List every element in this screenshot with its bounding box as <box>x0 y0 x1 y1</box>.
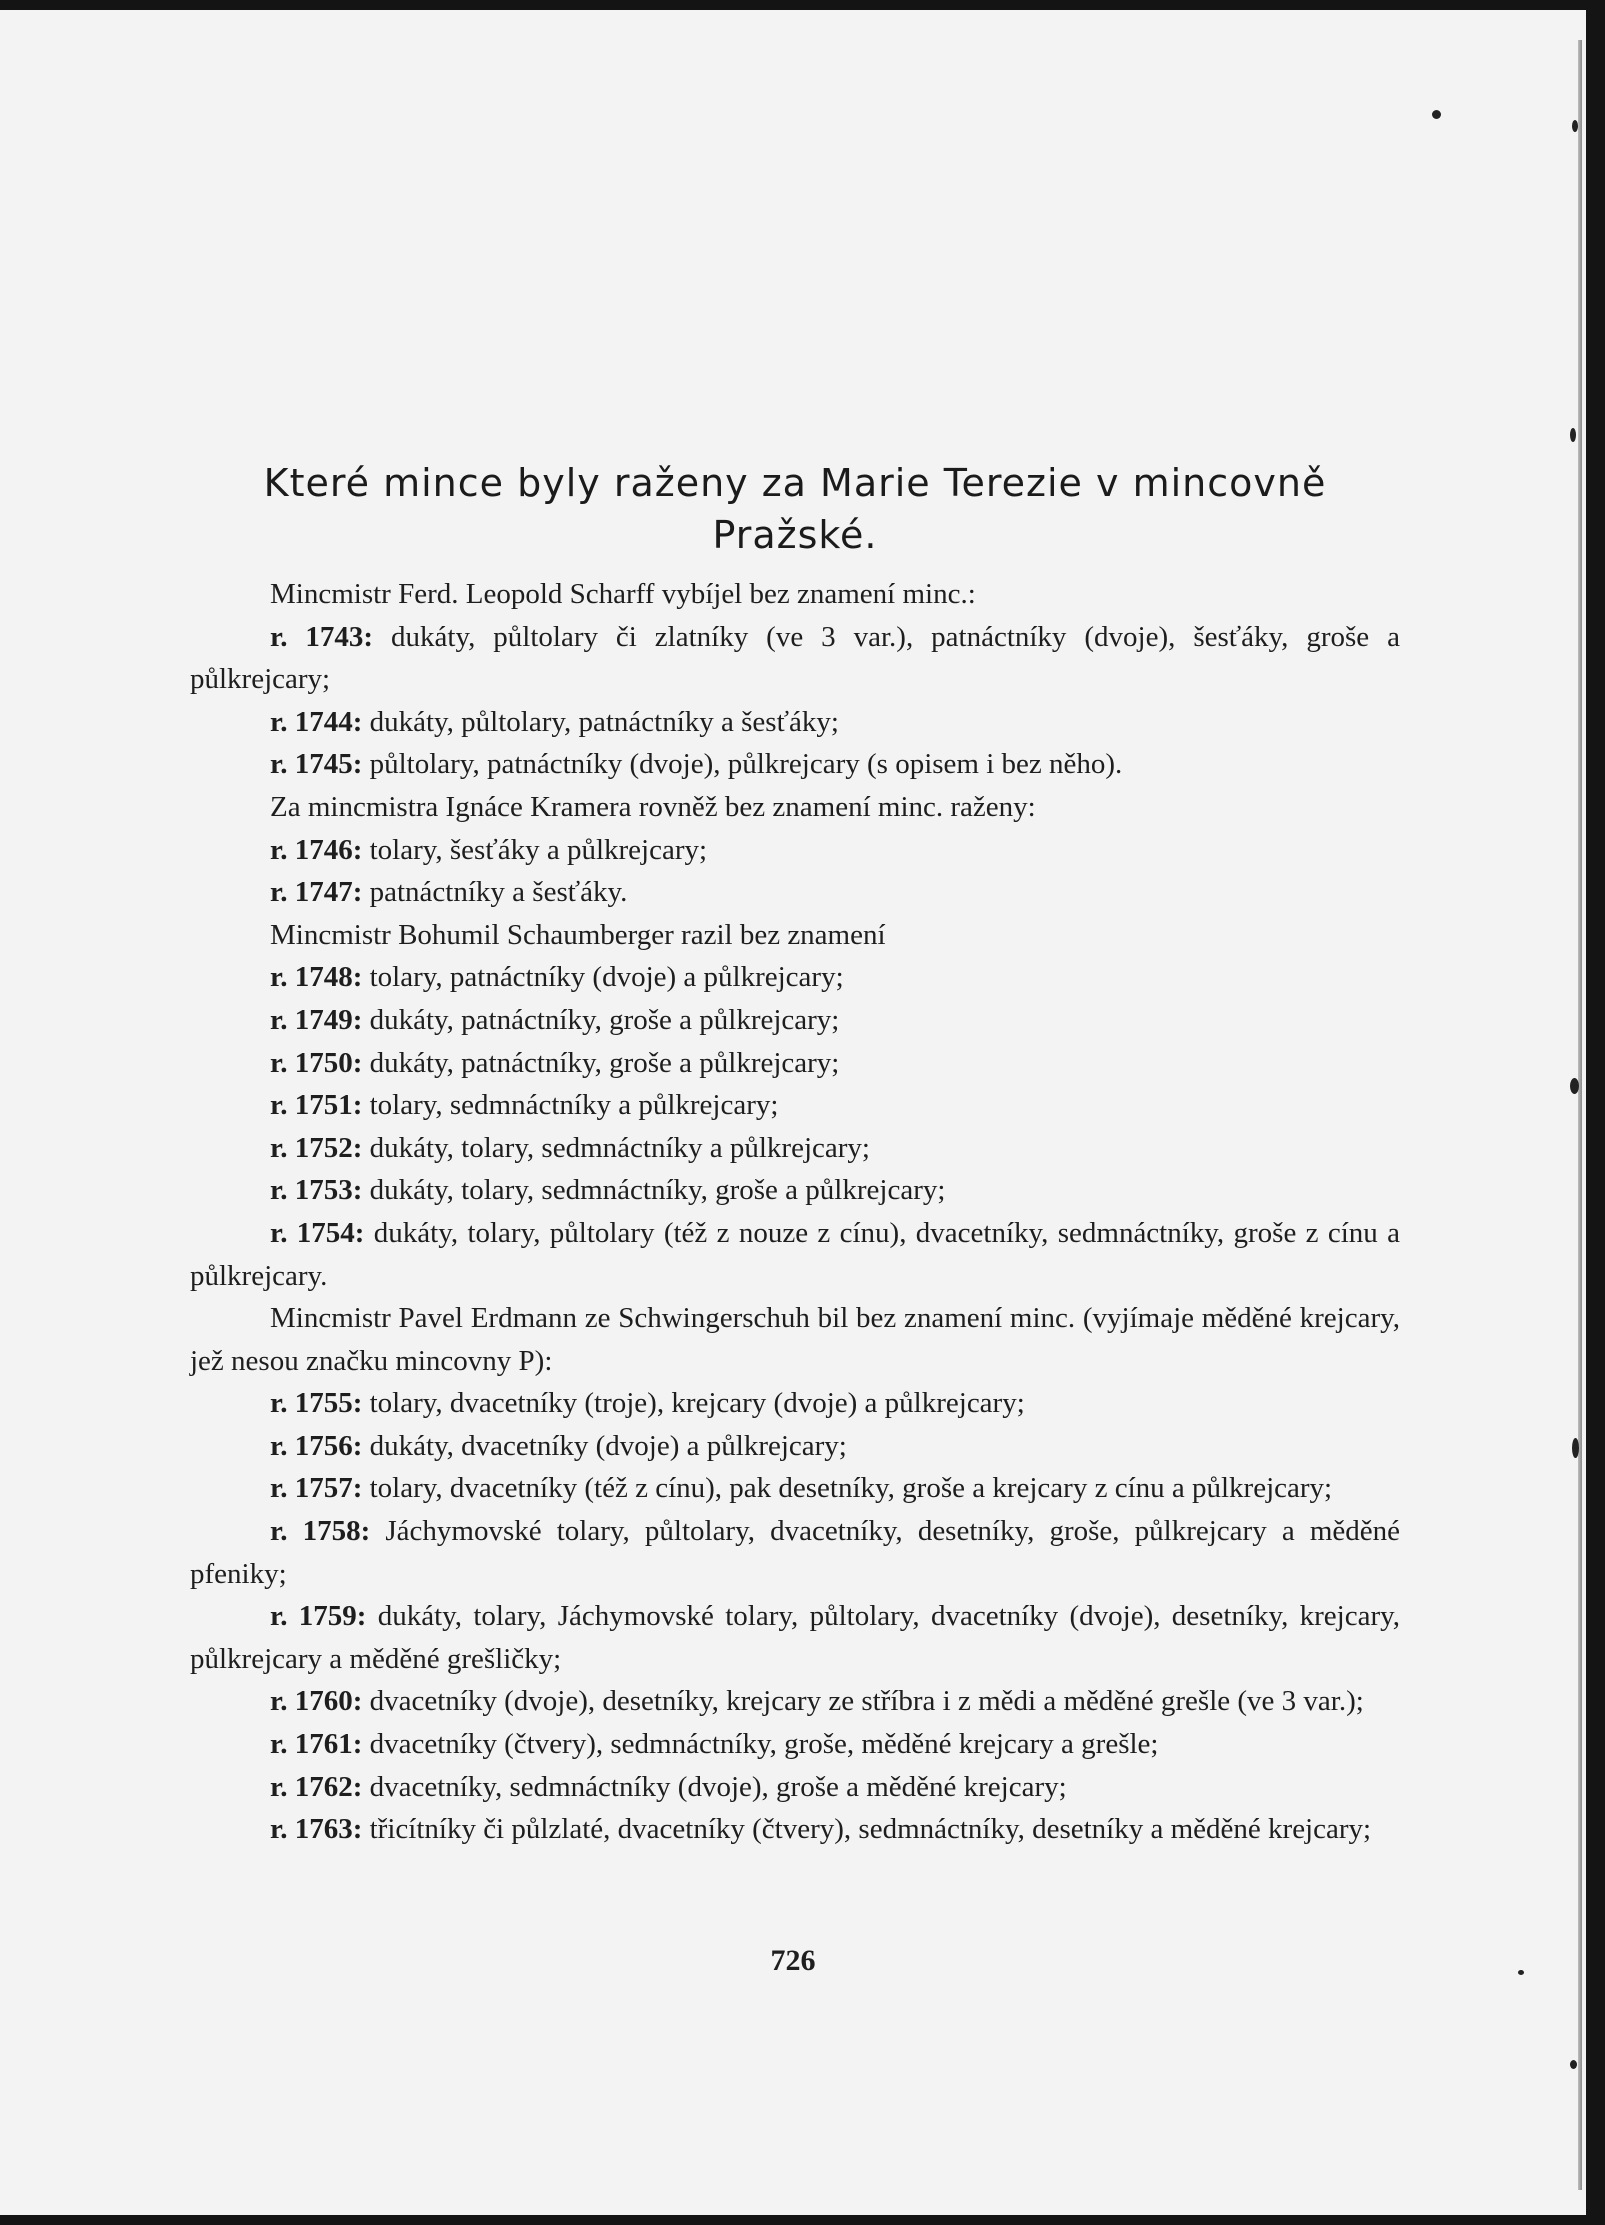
paragraph <box>190 1042 1400 1085</box>
scan-speck <box>1570 2060 1577 2069</box>
paragraph-text: třicítníky či půlzlaté, dvacetníky (čtvery), sedmnáctníky, desetníky a měděné krejcary; <box>362 1813 1372 1846</box>
year-label: r. 1758: <box>270 1515 371 1548</box>
year-label: r. 1761: <box>270 1728 363 1761</box>
paragraph <box>190 871 1400 914</box>
title-line-1: Které mince byly raženy za Marie Terezie v mincovně <box>263 461 1327 505</box>
year-label: r. 1757: <box>270 1472 363 1505</box>
paragraph-text: dukáty, patnáctníky, groše a půlkrejcary; <box>362 1003 840 1036</box>
year-label: r. 1748: <box>270 961 363 994</box>
paragraph-text: dukáty, tolary, Jáchymovské tolary, půltolary, dvacetníky (dvoje), desetníky, krejcary, půlkrejcary a měděné grešličky; <box>190 1600 1400 1675</box>
paragraph <box>190 743 1400 786</box>
paragraph <box>190 1212 1400 1297</box>
paragraph-text: dukáty, patnáctníky, groše a půlkrejcary; <box>362 1046 840 1079</box>
paragraph <box>190 786 1400 829</box>
paragraph <box>190 1680 1400 1723</box>
paragraph <box>190 701 1400 744</box>
paragraph <box>190 999 1400 1042</box>
paragraph-text: dukáty, tolary, půltolary (též z nouze z cínu), dvacetníky, sedmnáctníky, groše z cínu a půlkrejcary. <box>190 1216 1400 1292</box>
title-line-2: Pražské. <box>712 513 878 557</box>
scan-speck <box>1432 110 1441 119</box>
paragraph <box>190 1595 1400 1680</box>
year-label: r. 1751: <box>270 1089 363 1122</box>
scan-speck <box>1570 1078 1579 1094</box>
paragraph-text: dukáty, tolary, sedmnáctníky a půlkrejcary; <box>362 1131 870 1164</box>
paragraph-text: tolary, dvacetníky (troje), krejcary (dvoje) a půlkrejcary; <box>362 1387 1025 1420</box>
year-label: r. 1760: <box>270 1685 363 1718</box>
paragraph-text: Mincmistr Ferd. Leopold Scharff vybíjel bez znamení minc.: <box>270 578 976 610</box>
paragraph <box>190 1723 1400 1766</box>
page-edge-shadow <box>1578 40 1582 2190</box>
year-label: r. 1763: <box>270 1813 363 1846</box>
paragraph <box>190 1766 1400 1809</box>
paragraph-text: půltolary, patnáctníky (dvoje), půlkrejcary (s opisem i bez něho). <box>362 748 1123 781</box>
paragraph-text: patnáctníky a šesťáky. <box>362 876 628 909</box>
year-label: r. 1745: <box>270 748 363 781</box>
year-label: r. 1747: <box>270 876 363 909</box>
scan-speck <box>1570 428 1576 442</box>
paragraph-text: Mincmistr Pavel Erdmann ze Schwingerschuh bil bez znamení minc. (vyjímaje měděné krejcary, jež nesou značku mincovny P): <box>190 1302 1400 1377</box>
paragraph-text: tolary, patnáctníky (dvoje) a půlkrejcary; <box>362 961 844 994</box>
year-label: r. 1743: <box>270 620 374 653</box>
year-label: r. 1753: <box>270 1174 363 1207</box>
year-label: r. 1750: <box>270 1046 363 1079</box>
paragraph-text: tolary, sedmnáctníky a půlkrejcary; <box>362 1089 779 1122</box>
paragraph-text: dvacetníky (dvoje), desetníky, krejcary ze stříbra i z mědi a měděné grešle (ve 3 var.); <box>362 1685 1364 1718</box>
year-label: r. 1744: <box>270 705 363 738</box>
paragraph-text: Za mincmistra Ignáce Kramera rovněž bez znamení minc. raženy: <box>270 790 1036 823</box>
scan-speck <box>1572 120 1578 132</box>
year-label: r. 1752: <box>270 1131 363 1164</box>
year-label: r. 1756: <box>270 1429 363 1462</box>
year-label: r. 1759: <box>270 1600 367 1633</box>
document-body <box>190 573 1400 1851</box>
year-label: r. 1762: <box>270 1770 363 1803</box>
paragraph-text: dvacetníky (čtvery), sedmnáctníky, groše, měděné krejcary a grešle; <box>362 1728 1159 1761</box>
paragraph <box>190 616 1400 701</box>
paragraph-text: dvacetníky, sedmnáctníky (dvoje), groše a měděné krejcary; <box>362 1770 1067 1803</box>
paragraph-text: dukáty, dvacetníky (dvoje) a půlkrejcary; <box>362 1429 847 1462</box>
paragraph-text: dukáty, půltolary, patnáctníky a šesťáky; <box>362 705 839 738</box>
paragraph-text: tolary, šesťáky a půlkrejcary; <box>362 833 708 866</box>
paragraph-text: dukáty, půltolary či zlatníky (ve 3 var.), patnáctníky (dvoje), šesťáky, groše a půlkrejcary; <box>190 620 1400 696</box>
scan-speck <box>1572 1438 1579 1458</box>
year-label: r. 1749: <box>270 1003 363 1036</box>
year-label: r. 1755: <box>270 1387 363 1420</box>
paragraph-text: dukáty, tolary, sedmnáctníky, groše a půlkrejcary; <box>362 1174 946 1207</box>
paragraph-text: tolary, dvacetníky (též z cínu), pak desetníky, groše a krejcary z cínu a půlkrejcary; <box>362 1472 1333 1505</box>
page-title <box>190 457 1400 561</box>
page-number: 726 <box>770 1944 816 1977</box>
paragraph-text: Mincmistr Bohumil Schaumberger razil bez znamení <box>270 918 886 951</box>
paragraph <box>190 1297 1400 1382</box>
paragraph <box>190 1425 1400 1468</box>
paragraph <box>190 914 1400 957</box>
year-label: r. 1754: <box>270 1216 365 1249</box>
paragraph <box>190 1084 1400 1127</box>
page-sheet <box>0 10 1586 2215</box>
paragraph <box>190 1808 1400 1851</box>
paragraph <box>190 1169 1400 1212</box>
paragraph-text: Jáchymovské tolary, půltolary, dvacetníky, desetníky, groše, půlkrejcary a měděné pfeniky; <box>190 1515 1400 1590</box>
paragraph <box>190 1510 1400 1595</box>
paragraph <box>190 829 1400 872</box>
paragraph <box>190 1382 1400 1425</box>
paragraph <box>190 1467 1400 1510</box>
year-label: r. 1746: <box>270 833 363 866</box>
paragraph <box>190 956 1400 999</box>
paragraph <box>190 573 1400 616</box>
paragraph <box>190 1127 1400 1170</box>
